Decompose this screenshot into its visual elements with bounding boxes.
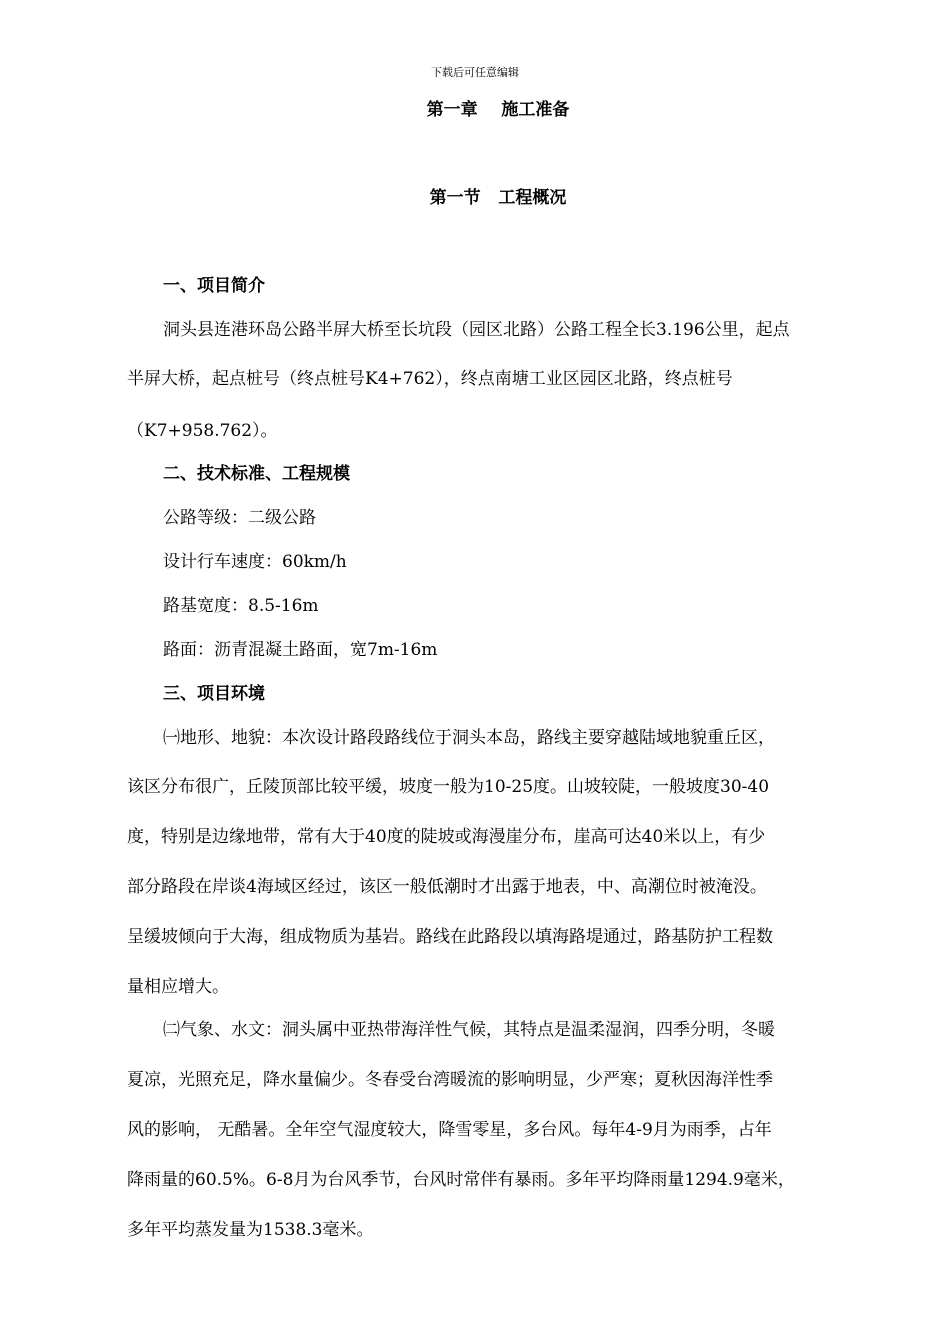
- header-note: 下载后可任意编辑: [431, 66, 519, 79]
- intro-line: （K7+958.762）。: [127, 421, 278, 441]
- standard-item: 设计行车速度：60km/h: [163, 552, 347, 572]
- standard-item: 路基宽度：8.5-16m: [163, 596, 319, 616]
- section-title: 第一节 工程概况: [429, 188, 567, 208]
- terrain-line: 部分路段在岸谈4海域区经过，该区一般低潮时才出露于地表，中、高潮位时被淹没。: [127, 877, 767, 897]
- chapter-title: 第一章 施工准备: [426, 100, 570, 120]
- climate-line: 降雨量的60.5%。6-8月为台风季节，台风时常伴有暴雨。多年平均降雨量1294.9毫米，: [127, 1170, 795, 1190]
- terrain-line: 量相应增大。: [127, 977, 229, 997]
- climate-line: ㈡气象、水文：洞头属中亚热带海洋性气候，其特点是温柔湿润，四季分明，冬暖: [163, 1020, 775, 1040]
- intro-line: 半屏大桥，起点桩号（终点桩号K4+762），终点南塘工业区园区北路，终点桩号: [127, 369, 733, 389]
- climate-line: 多年平均蒸发量为1538.3毫米。: [127, 1220, 374, 1240]
- standard-item: 路面：沥青混凝土路面，宽7m-16m: [163, 640, 438, 660]
- terrain-line: 该区分布很广，丘陵顶部比较平缓，坡度一般为10-25度。山坡较陡，一般坡度30-40: [127, 777, 770, 797]
- heading-project-intro: 一、项目简介: [163, 276, 265, 296]
- terrain-line: 度，特别是边缘地带，常有大于40度的陡坡或海漫崖分布，崖高可达40米以上，有少: [127, 827, 766, 847]
- standard-item: 公路等级：二级公路: [163, 508, 316, 528]
- climate-line: 夏凉，光照充足，降水量偏少。冬春受台湾暖流的影响明显，少严寒；夏秋因海洋性季: [127, 1070, 773, 1090]
- terrain-line: 呈缓坡倾向于大海，组成物质为基岩。路线在此路段以填海路堤通过，路基防护工程数: [127, 927, 773, 947]
- intro-line: 洞头县连港环岛公路半屏大桥至长坑段（园区北路）公路工程全长3.196公里，起点: [163, 320, 790, 340]
- climate-line: 风的影响， 无酷暑。全年空气湿度较大，降雪零星，多台风。每年4-9月为雨季，占年: [127, 1120, 772, 1140]
- heading-project-environment: 三、项目环境: [163, 684, 265, 704]
- terrain-line: ㈠地形、地貌：本次设计路段路线位于洞头本岛，路线主要穿越陆域地貌重丘区，: [163, 728, 775, 748]
- heading-technical-standards: 二、技术标准、工程规模: [163, 464, 350, 484]
